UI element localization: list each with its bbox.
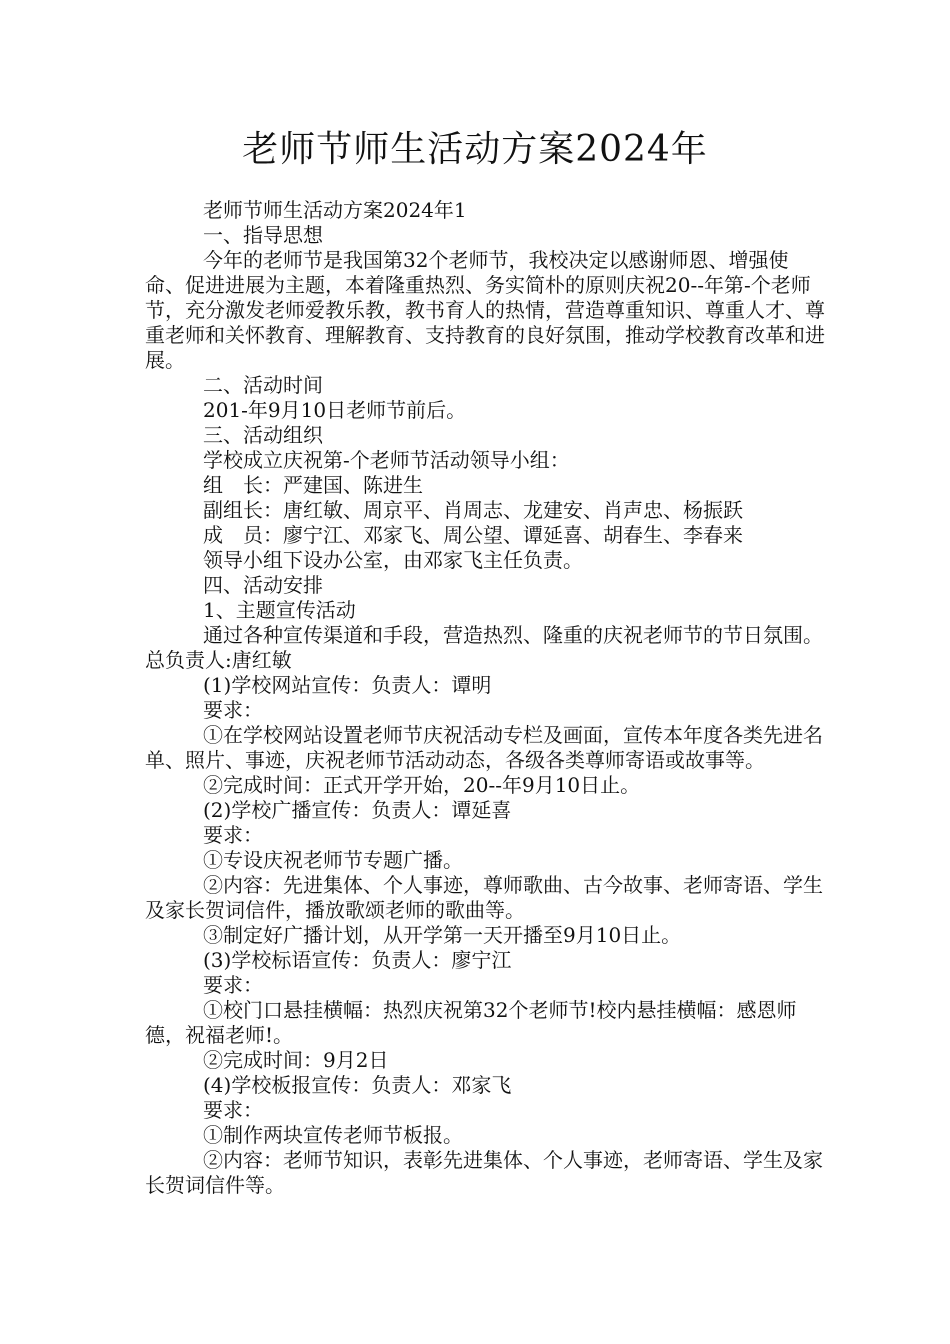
paragraph: (1)学校网站宣传：负责人：谭明: [203, 673, 492, 697]
paragraph: 通过各种宣传渠道和手段，营造热烈、隆重的庆祝老师节的节日氛围。总负责人:唐红敏: [145, 623, 823, 672]
paragraph: ②完成时间：9月2日: [203, 1048, 389, 1072]
paragraph: (2)学校广播宣传：负责人：谭延喜: [203, 798, 512, 822]
document-title: 老师节师生活动方案2024年: [242, 129, 708, 170]
paragraph: 201-年9月10日老师节前后。: [203, 398, 467, 422]
subsection-heading: 1、主题宣传活动: [203, 598, 356, 622]
paragraph: 要求：: [203, 698, 263, 722]
paragraph: ①制作两块宣传老师节板报。: [203, 1123, 463, 1147]
paragraph: ②内容：先进集体、个人事迹，尊师歌曲、古今故事、老师寄语、学生及家长贺词信件，播放歌颂老师的歌曲等。: [145, 873, 823, 922]
paragraph: ①在学校网站设置老师节庆祝活动专栏及画面，宣传本年度各类先进名单、照片、事迹，庆祝老师节活动动态，各级各类尊师寄语或故事等。: [145, 723, 823, 772]
section-heading: 二、活动时间: [203, 373, 323, 397]
paragraph: (3)学校标语宣传：负责人：廖宁江: [203, 948, 512, 972]
paragraph: 要求：: [203, 973, 263, 997]
paragraph: 组 长：严建国、陈进生: [203, 473, 423, 497]
section-heading: 一、指导思想: [203, 223, 323, 247]
document-body: [145, 198, 825, 1198]
paragraph: 今年的老师节是我国第32个老师节，我校决定以感谢师恩、增强使命、促进进展为主题，本着隆重热烈、务实简朴的原则庆祝20--年第-个老师节，充分激发老师爱教乐教，教书育人的热情，营造尊重知识、尊重人才、尊重老师和关怀教育、理解教育、支持教育的良好氛围，推动学校教育改革和进展。: [145, 248, 825, 372]
paragraph: 学校成立庆祝第-个老师节活动领导小组：: [203, 448, 570, 472]
section-heading: 三、活动组织: [203, 423, 323, 447]
paragraph: 成 员：廖宁江、邓家飞、周公望、谭延喜、胡春生、李春来: [203, 523, 743, 547]
paragraph: 要求：: [203, 823, 263, 847]
paragraph: (4)学校板报宣传：负责人：邓家飞: [203, 1073, 512, 1097]
paragraph: 要求：: [203, 1098, 263, 1122]
paragraph: ②内容：老师节知识，表彰先进集体、个人事迹，老师寄语、学生及家长贺词信件等。: [145, 1148, 823, 1197]
paragraph: 老师节师生活动方案2024年1: [203, 198, 467, 222]
paragraph: ②完成时间：正式开学开始，20--年9月10日止。: [203, 773, 641, 797]
paragraph: 领导小组下设办公室，由邓家飞主任负责。: [203, 548, 583, 572]
paragraph: ①校门口悬挂横幅：热烈庆祝第32个老师节!校内悬挂横幅：感恩师德，祝福老师!。: [145, 998, 797, 1047]
section-heading: 四、活动安排: [203, 573, 323, 597]
paragraph: ①专设庆祝老师节专题广播。: [203, 848, 463, 872]
paragraph: ③制定好广播计划，从开学第一天开播至9月10日止。: [203, 923, 682, 947]
paragraph: 副组长：唐红敏、周京平、肖周志、龙建安、肖声忠、杨振跃: [203, 498, 743, 522]
